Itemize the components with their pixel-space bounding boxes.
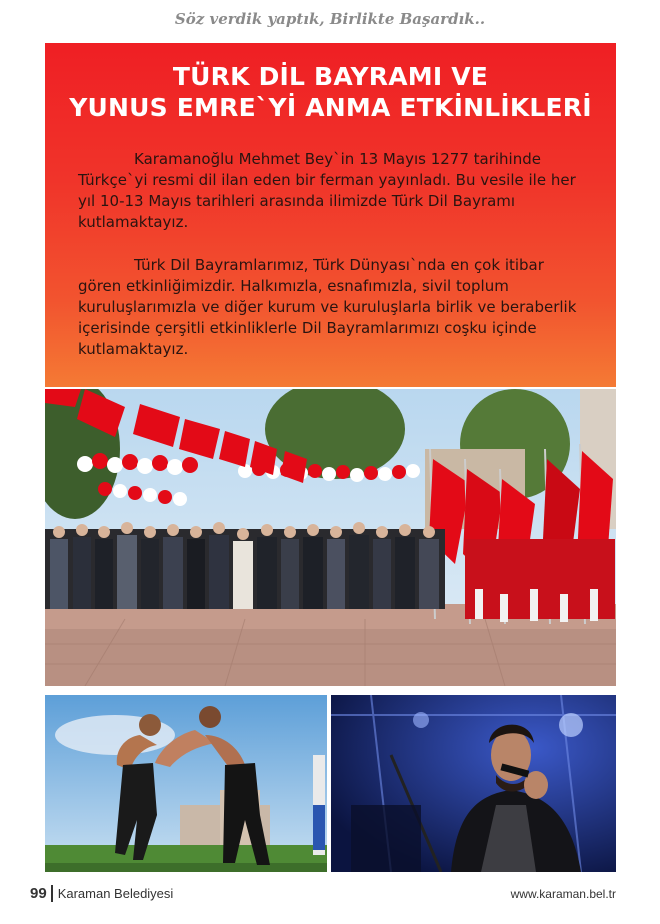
website-link[interactable]: www.karaman.bel.tr: [510, 887, 616, 901]
footer-divider: [51, 885, 53, 902]
article-title-line-2: YUNUS EMRE`Yİ ANMA ETKİNLİKLERİ: [69, 93, 592, 122]
page-footer-left: [30, 885, 173, 902]
article-panel: [45, 43, 616, 387]
article-paragraph-2: Türk Dil Bayramlarımız, Türk Dünyası`nda en çok itibar gören etkinliğimizdir. Halkımızla, esnafımızla, sivil toplum kuruluşlarımızla ve diğer kurum ve kuruluşlarla birlik ve beraberlik içerisinde çerşitli etkinliklerle Dil Bayramlarımızı coşku içinde kutlamaktayız.: [78, 256, 577, 358]
article-title: [45, 61, 616, 123]
publisher-name: Karaman Belediyesi: [57, 886, 174, 901]
page-tagline: Söz verdik yaptık, Birlikte Başardık..: [174, 10, 486, 28]
article-paragraph-1: Karamanoğlu Mehmet Bey`in 13 Mayıs 1277 tarihinde Türkçe`yi resmi dil ilan eden bir ferman yayınladı. Bu vesile ile her yıl 10-13 Mayıs tarihleri arasında ilimizde Türk Dil Bayramı kutlamaktayız.: [78, 150, 576, 231]
concert-photo: [331, 695, 616, 872]
page-number: 99: [30, 885, 47, 902]
ceremony-photo: [45, 389, 616, 686]
wrestling-photo: [45, 695, 327, 872]
article-title-line-1: TÜRK DİL BAYRAMI VE: [172, 62, 489, 91]
